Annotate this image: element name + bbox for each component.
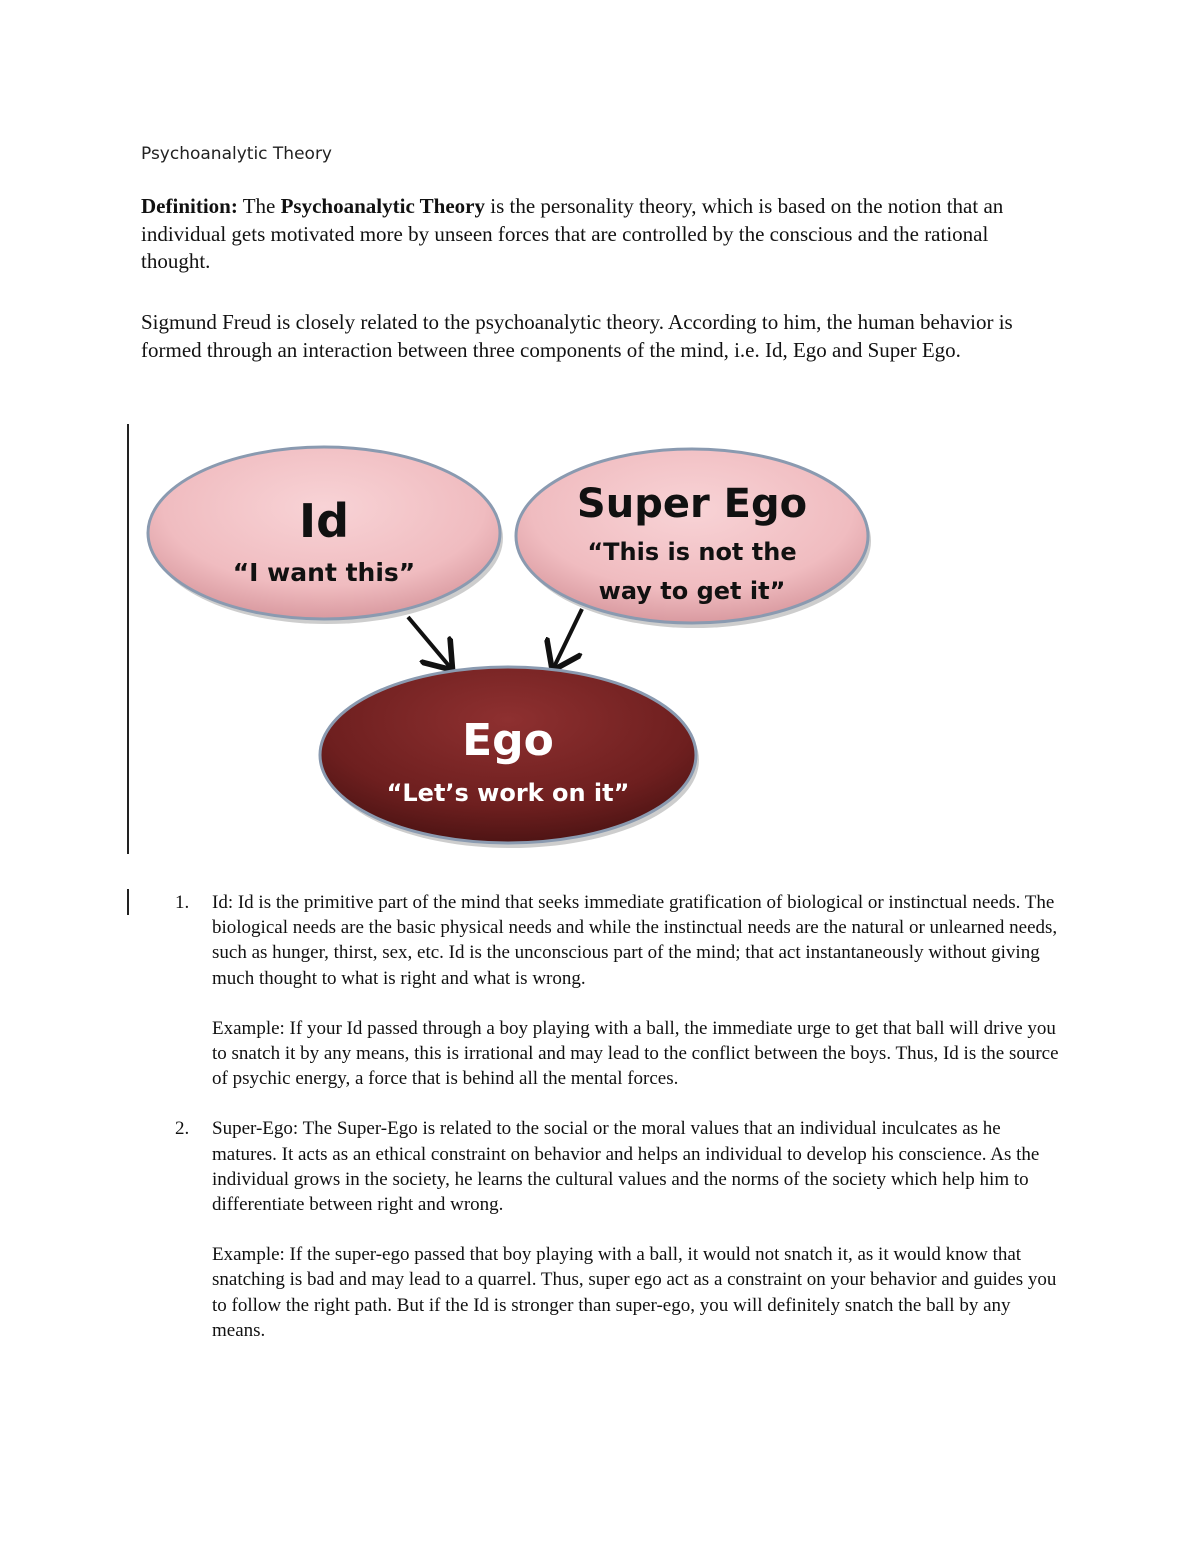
intro-paragraph: Sigmund Freud is closely related to the psychoanalytic theory. According to him, the human behavior is formed through an interaction between three components of the mind, i.e. Id, Ego and Super Ego. bbox=[141, 310, 1013, 362]
list-item-text: Id: Id is the primitive part of the mind that seeks immediate gratification of biological or instinctual needs. The biological needs are the basic physical needs and while the instinctual needs are the natural or unlearned needs, such as hunger, thirst, sex, etc. Id is the unconscious part of the mind; that act instantaneously without giving much thought to what is right and what is wrong. bbox=[212, 892, 1058, 989]
definition-text-before: The bbox=[237, 194, 281, 218]
definition-term: Psychoanalytic Theory bbox=[280, 194, 485, 218]
superego-node bbox=[516, 449, 871, 628]
psyche-diagram bbox=[130, 425, 890, 855]
ego-title: Ego bbox=[462, 715, 554, 766]
components-list bbox=[141, 890, 1061, 1343]
list-item-example: Example: If your Id passed through a boy playing with a ball, the immediate urge to get that ball will drive you to snatch it by any means, this is irrational and may lead to the conflict between the boys. Thus, Id is the source of psychic energy, a force that is behind all the mental forces. bbox=[212, 1017, 1059, 1090]
id-node bbox=[148, 447, 503, 624]
list-item-text: Super-Ego: The Super-Ego is related to the social or the moral values that an individual inculcates as he matures. It acts as an ethical constraint on behavior and helps an individual to develop his conscience. As the individual grows in the society, he learns the cultural values and the norms of the society which help him to differentiate between right and wrong. bbox=[212, 1118, 1040, 1216]
list-item bbox=[141, 890, 1061, 1091]
list-item-example: Example: If the super-ego passed that boy playing with a ball, it would not snatch it, as it would know that snatching is bad and may lead to a quarrel. Thus, super ego act as a constraint on your behavior and guides you to follow the right path. But if the Id is stronger than super-ego, you will definitely snatch the ball by any means. bbox=[212, 1244, 1057, 1341]
ego-node bbox=[320, 667, 699, 848]
superego-title: Super Ego bbox=[576, 481, 808, 527]
ego-subtitle: “Let’s work on it” bbox=[386, 779, 630, 807]
id-subtitle: “I want this” bbox=[232, 558, 416, 587]
change-bar bbox=[127, 424, 129, 854]
page-title: Psychoanalytic Theory bbox=[141, 144, 332, 164]
list-item-number: 2. bbox=[175, 1118, 190, 1140]
superego-subtitle-line2: way to get it” bbox=[598, 577, 786, 605]
definition-paragraph bbox=[141, 193, 1061, 276]
definition-text-after: is the personality theory, which is based on the notion that an individual gets motivated more by unseen forces that are controlled by the conscious and the rational thought. bbox=[141, 194, 1004, 273]
list-item-number: 1. bbox=[175, 892, 190, 913]
list-item bbox=[141, 1116, 1061, 1343]
superego-subtitle-line1: “This is not the bbox=[587, 538, 797, 566]
change-bar bbox=[127, 889, 129, 915]
arrow-superego-to-ego bbox=[554, 609, 582, 667]
definition-label: Definition: bbox=[141, 194, 238, 218]
arrow-id-to-ego bbox=[408, 617, 450, 667]
id-title: Id bbox=[298, 494, 350, 548]
